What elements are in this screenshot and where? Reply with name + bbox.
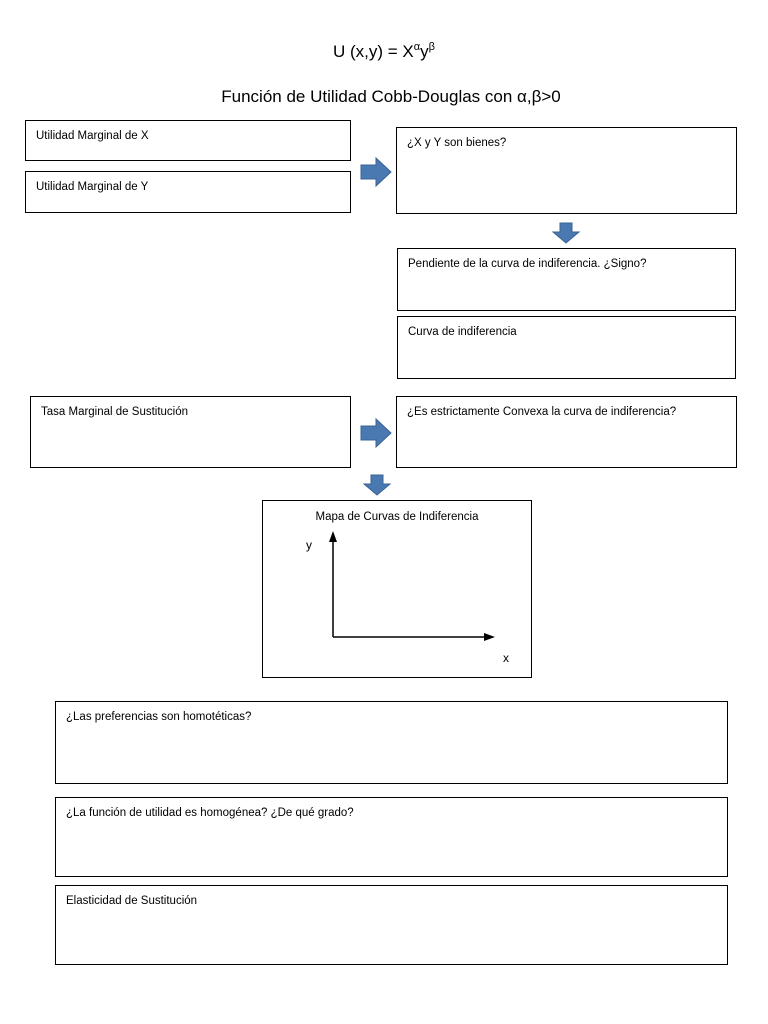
utility-formula	[0, 42, 768, 62]
x-axis-label: x	[503, 651, 509, 665]
y-axis-arrowhead	[329, 531, 337, 542]
formula-exponent-beta: β	[428, 41, 435, 53]
formula-base-y: y	[420, 42, 429, 61]
down-arrow-icon	[362, 474, 392, 496]
homoteticas-label: ¿Las preferencias son homotéticas?	[66, 711, 252, 723]
right-arrow-icon	[360, 156, 392, 188]
curva-indiferencia-label: Curva de indiferencia	[408, 326, 517, 338]
curva-indiferencia-box	[397, 316, 736, 379]
mapa-curvas-title: Mapa de Curvas de Indiferencia	[315, 511, 479, 523]
right-arrow-icon	[360, 417, 392, 449]
elasticidad-box	[55, 885, 728, 965]
convexa-box	[396, 396, 737, 468]
y-axis-label: y	[306, 538, 312, 552]
bienes-box	[396, 127, 737, 214]
utilidad-marginal-x-label: Utilidad Marginal de X	[36, 130, 149, 142]
convexa-label: ¿Es estrictamente Convexa la curva de indiferencia?	[407, 406, 677, 418]
tasa-marginal-label: Tasa Marginal de Sustitución	[41, 406, 189, 418]
axes-diagram	[263, 501, 531, 677]
tasa-marginal-box	[30, 396, 351, 468]
utilidad-marginal-y-label: Utilidad Marginal de Y	[36, 181, 149, 193]
homogenea-label: ¿La función de utilidad es homogénea? ¿De qué grado?	[66, 807, 354, 819]
elasticidad-label: Elasticidad de Sustitución	[66, 895, 198, 907]
page-subtitle: Función de Utilidad Cobb-Douglas con α,β>0	[221, 87, 561, 106]
mapa-curvas-box	[262, 500, 532, 678]
x-axis-arrowhead	[484, 633, 495, 641]
utilidad-marginal-x-box	[25, 120, 351, 161]
formula-exponent-alpha: α	[413, 41, 421, 53]
homogenea-box	[55, 797, 728, 877]
utilidad-marginal-y-box	[25, 171, 351, 213]
down-arrow-icon	[551, 222, 581, 244]
pendiente-box	[397, 248, 736, 311]
homoteticas-box	[55, 701, 728, 784]
bienes-label: ¿X y Y son bienes?	[407, 137, 507, 149]
pendiente-label: Pendiente de la curva de indiferencia. ¿Signo?	[408, 258, 647, 270]
formula-lhs: U (x,y) = X	[333, 42, 414, 61]
